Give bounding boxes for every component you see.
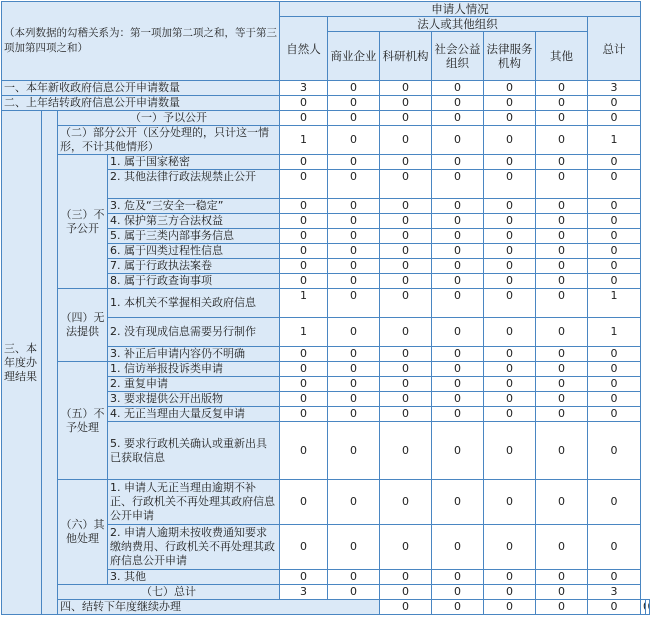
cell-value: 0 [484,81,536,96]
cell-value: 0 [484,96,536,111]
cell-value: 0 [280,259,328,274]
cell-value: 0 [328,199,380,214]
cell-value: 0 [432,422,484,480]
cell-value: 0 [432,289,484,318]
cell-value: 0 [536,392,588,407]
cell-value: 3 [280,81,328,96]
cell-value: 0 [432,214,484,229]
section-3-label: 三、本年度办理结果 [2,111,42,615]
cell-value: 0 [328,392,380,407]
cell-value: 0 [280,362,328,377]
header-other: 其他 [536,32,588,81]
cell-value: 0 [432,244,484,259]
cell-value: 0 [588,111,641,126]
cell-value: 0 [380,274,432,289]
header-legal-service: 法律服务机构 [484,32,536,81]
cell-value: 0 [484,126,536,155]
cell-value: 0 [380,407,432,422]
cell-value: 0 [536,259,588,274]
cell-value: 0 [432,318,484,347]
cell-value: 1 [588,126,641,155]
cell-value: 0 [280,155,328,170]
cell-value: 0 [588,570,641,585]
cell-value: 0 [328,214,380,229]
cell-value: 0 [380,81,432,96]
cell-value: 0 [536,480,588,525]
cell-value: 0 [380,289,432,318]
header-total: 总计 [588,17,641,81]
cell-value: 0 [536,377,588,392]
cell-value: 0 [280,392,328,407]
cell-value: 0 [536,170,588,199]
group-other-handle: （六）其他处理 [58,480,108,585]
cell-value: 0 [328,259,380,274]
cell-value: 1 [588,289,641,318]
cell-value: 0 [588,170,641,199]
cell-value: 0 [484,480,536,525]
row-label: 3. 危及“三安全一稳定” [108,199,280,214]
cell-value: 0 [380,377,432,392]
row-label: 5. 属于三类内部事务信息 [108,229,280,244]
cell-value: 0 [328,155,380,170]
row-label: 一、本年新收政府信息公开申请数量 [2,81,280,96]
cell-value: 0 [380,392,432,407]
cell-value: 0 [536,289,588,318]
cell-value: 0 [484,585,536,600]
row-label: 2. 其他法律行政法规禁止公开 [108,170,280,199]
cell-value: 0 [484,111,536,126]
cell-value: 0 [536,155,588,170]
row-label: 二、上年结转政府信息公开申请数量 [2,96,280,111]
header-natural-person: 自然人 [280,17,328,81]
cell-value: 0 [280,274,328,289]
cell-value: 0 [536,274,588,289]
cell-value: 0 [280,199,328,214]
cell-value: 0 [536,229,588,244]
row-label: 2. 申请人逾期未按收费通知要求缴纳费用、行政机关不再处理其政府信息公开申请 [108,525,280,570]
cell-value: 0 [484,155,536,170]
cell-value: 0 [380,362,432,377]
row-label: 1. 属于国家秘密 [108,155,280,170]
cell-value: 0 [484,570,536,585]
cell-value: 0 [380,480,432,525]
row-label: 8. 属于行政查询事项 [108,274,280,289]
cell-value: 0 [484,362,536,377]
cell-value: 0 [280,214,328,229]
cell-value: 0 [328,480,380,525]
cell-value: 0 [328,96,380,111]
cell-value: 0 [380,600,432,615]
cell-value: 0 [380,199,432,214]
cell-value: 0 [380,259,432,274]
cell-value: 0 [328,585,380,600]
cell-value: 0 [536,96,588,111]
cell-value: 0 [484,525,536,570]
cell-value: 0 [536,600,588,615]
cell-value: 0 [280,525,328,570]
cell-value: 0 [484,407,536,422]
cell-value: 0 [484,170,536,199]
cell-value: 3 [588,585,641,600]
cell-value: 3 [280,585,328,600]
cell-value: 0 [328,407,380,422]
cell-value: 0 [536,362,588,377]
cell-value: 0 [432,170,484,199]
cell-value: 0 [432,570,484,585]
cell-value: 1 [588,318,641,347]
cell-value: 0 [280,347,328,362]
cell-value: 0 [536,214,588,229]
row-label: 1. 申请人无正当理由逾期不补正、行政机关不再处理其政府信息公开申请 [108,480,280,525]
cell-value: 0 [432,600,484,615]
cell-value: 0 [380,96,432,111]
cell-value: 0 [484,377,536,392]
cell-value: 0 [536,199,588,214]
cell-value: 0 [380,126,432,155]
cell-value: 1 [280,289,328,318]
cell-value: 1 [280,126,328,155]
cell-value: 0 [588,199,641,214]
cell-value: 0 [432,407,484,422]
row-label: 5. 要求行政机关确认或重新出具已获取信息 [108,422,280,480]
cell-value: 0 [484,422,536,480]
cell-value: 0 [484,347,536,362]
cell-value: 0 [328,525,380,570]
cell-value: 0 [536,318,588,347]
cell-value: 0 [432,377,484,392]
cell-value: 0 [588,347,641,362]
cell-value: 0 [432,111,484,126]
row-label: （一）予以公开 [58,111,280,126]
cell-value: 0 [536,525,588,570]
group-not-handle: （五）不予处理 [58,362,108,480]
cell-value: 0 [432,199,484,214]
cell-value: 0 [484,229,536,244]
group-not-open: （三）不予公开 [58,155,108,289]
cell-value: 0 [432,480,484,525]
cell-value: 0 [536,570,588,585]
cell-value [645,600,649,615]
cell-value: 0 [588,480,641,525]
cell-value: 0 [380,244,432,259]
cell-value: 0 [432,81,484,96]
cell-value: 0 [328,570,380,585]
cell-value: 0 [536,347,588,362]
cell-value: 0 [484,318,536,347]
cell-value: 0 [588,600,641,615]
cell-value: 0 [380,155,432,170]
row-label: 2. 没有现成信息需要另行制作 [108,318,280,347]
cell-value: 0 [328,289,380,318]
cell-value: 0 [432,229,484,244]
cell-value: 0 [432,259,484,274]
cell-value: 0 [280,480,328,525]
row-label: 6. 属于四类过程性信息 [108,244,280,259]
cell-value: 0 [432,155,484,170]
header-legal-org: 法人或其他组织 [328,17,588,32]
cell-value: 0 [328,111,380,126]
cell-value: 0 [380,318,432,347]
cell-value: 0 [588,244,641,259]
cell-value: 0 [280,244,328,259]
row-label: 四、结转下年度继续办理 [58,600,380,615]
cell-value: 0 [484,274,536,289]
row-label: （二）部分公开（区分处理的，只计这一情形，不计其他情形） [58,126,280,155]
row-label: 3. 补正后申请内容仍不明确 [108,347,280,362]
cell-value: 0 [536,81,588,96]
cell-value: 0 [380,229,432,244]
section-3-spacer [42,111,58,615]
row-label: 3. 要求提供公开出版物 [108,392,280,407]
cell-value: 0 [588,377,641,392]
cell-value: 0 [432,96,484,111]
cell-value: 0 [484,214,536,229]
cell-value: 0 [328,318,380,347]
header-social-welfare: 社会公益组织 [432,32,484,81]
cell-value: 0 [380,347,432,362]
gov-info-disclosure-table [1,1,650,615]
cell-value: 0 [484,199,536,214]
cell-value: 0 [588,362,641,377]
cell-value: 0 [380,525,432,570]
cell-value: 0 [380,214,432,229]
header-applicant-info: 申请人情况 [280,2,641,17]
cell-value: 0 [484,244,536,259]
cell-value: 0 [328,274,380,289]
cell-value: 0 [536,407,588,422]
cell-value: 0 [328,81,380,96]
row-label: 2. 重复申请 [108,377,280,392]
row-label: 4. 保护第三方合法权益 [108,214,280,229]
cell-value: 0 [328,362,380,377]
cell-value: 0 [588,259,641,274]
cell-value: 0 [328,377,380,392]
cell-value: 0 [432,126,484,155]
row-label: （七）总计 [58,585,280,600]
row-label: 7. 属于行政执法案卷 [108,259,280,274]
cell-value [641,600,645,615]
cell-value: 0 [280,111,328,126]
cell-value: 0 [588,392,641,407]
cell-value: 0 [588,422,641,480]
cell-value: 0 [484,289,536,318]
group-unable: （四）无法提供 [58,289,108,362]
cell-value: 0 [588,214,641,229]
cell-value: 0 [280,96,328,111]
cell-value: 0 [588,96,641,111]
cell-value: 0 [280,422,328,480]
row-label: 3. 其他 [108,570,280,585]
cell-value: 0 [280,170,328,199]
row-label: 4. 无正当理由大量反复申请 [108,407,280,422]
header-research: 科研机构 [380,32,432,81]
cell-value: 0 [280,229,328,244]
cell-value: 0 [280,377,328,392]
cell-value: 0 [280,570,328,585]
cell-value: 0 [328,244,380,259]
header-note: （本列数据的勾稽关系为：第一项加第二项之和，等于第三项加第四项之和） [2,2,280,81]
cell-value: 0 [536,111,588,126]
cell-value: 0 [380,111,432,126]
cell-value: 0 [380,570,432,585]
cell-value: 0 [380,170,432,199]
cell-value: 0 [588,407,641,422]
cell-value: 0 [432,525,484,570]
cell-value: 0 [484,392,536,407]
cell-value: 0 [536,422,588,480]
cell-value: 0 [432,362,484,377]
cell-value: 1 [280,318,328,347]
cell-value: 0 [380,585,432,600]
cell-value: 0 [588,229,641,244]
cell-value: 0 [484,259,536,274]
cell-value: 0 [380,422,432,480]
cell-value: 0 [536,585,588,600]
header-commercial: 商业企业 [328,32,380,81]
cell-value: 0 [484,600,536,615]
cell-value: 0 [328,229,380,244]
row-label: 1. 信访举报投诉类申请 [108,362,280,377]
cell-value: 0 [280,407,328,422]
cell-value: 0 [588,155,641,170]
row-label: 1. 本机关不掌握相关政府信息 [108,289,280,318]
cell-value: 0 [432,585,484,600]
cell-value: 0 [328,126,380,155]
cell-value: 3 [588,81,641,96]
cell-value: 0 [536,126,588,155]
cell-value: 0 [588,525,641,570]
cell-value: 0 [588,274,641,289]
cell-value: 0 [536,244,588,259]
cell-value: 0 [328,170,380,199]
cell-value: 0 [328,347,380,362]
cell-value: 0 [328,422,380,480]
cell-value: 0 [432,347,484,362]
cell-value: 0 [432,274,484,289]
cell-value: 0 [432,392,484,407]
